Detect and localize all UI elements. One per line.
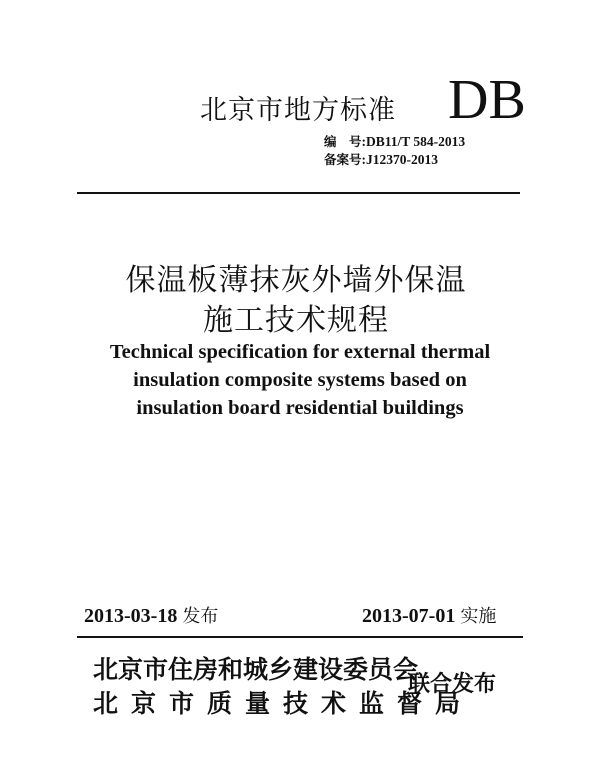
publish-label: 发布: [182, 606, 219, 627]
standard-number-label: 编 号: [324, 134, 362, 149]
title-en-line3: insulation board residential buildings: [136, 397, 464, 419]
implement-date-block: [362, 602, 496, 628]
standard-type: 北京市地方标准: [200, 95, 396, 126]
footer-divider: [77, 636, 523, 638]
standard-number-line: [324, 132, 465, 150]
header-divider: [77, 192, 520, 194]
filing-number-line: [324, 150, 438, 168]
publish-date-block: [84, 602, 218, 628]
db-mark: DB: [448, 69, 526, 131]
implement-date: 2013-07-01: [362, 605, 456, 627]
standard-number-value: :DB11/T 584-2013: [361, 134, 466, 149]
title-en-line1: Technical specification for external thermal: [109, 341, 491, 363]
issuer-quality-bureau: 北京市质量技术监督局: [93, 689, 474, 718]
title-cn-line2: 施工技术规程: [203, 303, 389, 338]
joint-issue-label: 联合发布: [408, 672, 497, 697]
publish-date: 2013-03-18: [84, 605, 178, 627]
issuer-housing-commission: 北京市住房和城乡建设委员会: [93, 655, 419, 684]
implement-label: 实施: [460, 606, 497, 627]
title-cn-line1: 保温板薄抹灰外墙外保温: [125, 263, 467, 298]
filing-number-value: :J12370-2013: [361, 152, 439, 167]
title-en-line2: insulation composite systems based on: [133, 369, 467, 391]
filing-number-label: 备案号: [324, 152, 362, 167]
